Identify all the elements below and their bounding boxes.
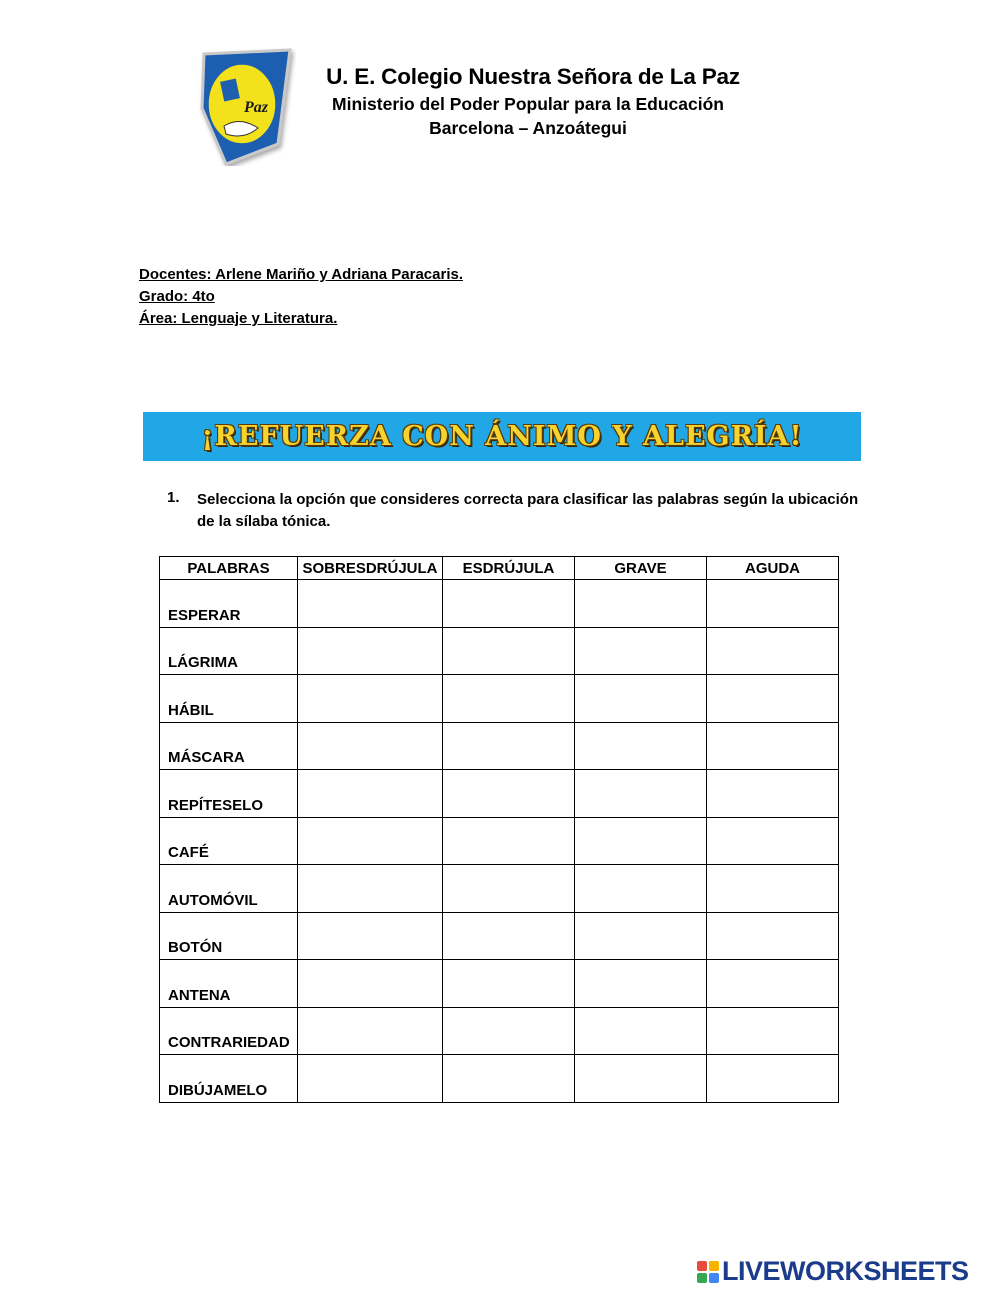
logo-square-icon: [697, 1261, 707, 1271]
word-cell: DIBÚJAMELO: [160, 1055, 298, 1103]
answer-cell-sobresdrujula[interactable]: [298, 580, 443, 628]
word-cell: MÁSCARA: [160, 722, 298, 770]
answer-cell-grave[interactable]: [575, 722, 707, 770]
answer-cell-aguda[interactable]: [707, 960, 839, 1008]
answer-cell-sobresdrujula[interactable]: [298, 912, 443, 960]
answer-cell-esdrujula[interactable]: [443, 627, 575, 675]
answer-cell-sobresdrujula[interactable]: [298, 1055, 443, 1103]
answer-cell-esdrujula[interactable]: [443, 580, 575, 628]
answer-cell-sobresdrujula[interactable]: [298, 722, 443, 770]
school-logo: [196, 48, 296, 166]
answer-cell-esdrujula[interactable]: [443, 1007, 575, 1055]
classification-table: [159, 556, 839, 1103]
table-row: [160, 817, 839, 865]
liveworksheets-logo-icon: [697, 1261, 719, 1283]
logo-text: Paz: [244, 99, 268, 116]
logo-square-icon: [697, 1273, 707, 1283]
banner-title: ¡REFUERZA CON ÁNIMO Y ALEGRÍA!: [201, 421, 803, 452]
answer-cell-sobresdrujula[interactable]: [298, 817, 443, 865]
answer-cell-grave[interactable]: [575, 580, 707, 628]
school-name: U. E. Colegio Nuestra Señora de La Paz: [326, 64, 740, 89]
answer-cell-aguda[interactable]: [707, 1007, 839, 1055]
answer-cell-esdrujula[interactable]: [443, 675, 575, 723]
table-row: [160, 960, 839, 1008]
answer-cell-sobresdrujula[interactable]: [298, 960, 443, 1008]
table-row: [160, 912, 839, 960]
table-header-row: [160, 557, 839, 580]
answer-cell-grave[interactable]: [575, 912, 707, 960]
answer-cell-esdrujula[interactable]: [443, 722, 575, 770]
answer-cell-sobresdrujula[interactable]: [298, 770, 443, 818]
answer-cell-grave[interactable]: [575, 675, 707, 723]
answer-cell-grave[interactable]: [575, 865, 707, 913]
word-cell: CONTRARIEDAD: [160, 1007, 298, 1055]
table-row: [160, 1007, 839, 1055]
answer-cell-aguda[interactable]: [707, 912, 839, 960]
answer-cell-aguda[interactable]: [707, 1055, 839, 1103]
title-banner: [143, 412, 861, 461]
word-cell: LÁGRIMA: [160, 627, 298, 675]
answer-cell-aguda[interactable]: [707, 580, 839, 628]
answer-cell-esdrujula[interactable]: [443, 770, 575, 818]
answer-cell-aguda[interactable]: [707, 675, 839, 723]
answer-cell-grave[interactable]: [575, 1007, 707, 1055]
answer-cell-grave[interactable]: [575, 627, 707, 675]
worksheet-info: [139, 264, 463, 330]
answer-cell-esdrujula[interactable]: [443, 960, 575, 1008]
header-aguda: AGUDA: [707, 557, 839, 580]
answer-cell-grave[interactable]: [575, 960, 707, 1008]
answer-cell-esdrujula[interactable]: [443, 912, 575, 960]
word-cell: HÁBIL: [160, 675, 298, 723]
logo-square-icon: [709, 1273, 719, 1283]
table-body: [160, 580, 839, 1103]
answer-cell-grave[interactable]: [575, 817, 707, 865]
school-city: Barcelona – Anzoátegui: [429, 118, 627, 138]
answer-cell-aguda[interactable]: [707, 817, 839, 865]
answer-cell-aguda[interactable]: [707, 770, 839, 818]
answer-cell-sobresdrujula[interactable]: [298, 1007, 443, 1055]
instruction-text: Selecciona la opción que consideres correcta para clasificar las palabras según la ubicación de la sílaba tónica.: [197, 491, 859, 530]
instruction: [167, 489, 867, 533]
answer-cell-aguda[interactable]: [707, 627, 839, 675]
ministry-name: Ministerio del Poder Popular para la Educación: [332, 94, 724, 114]
grade-label: Grado: 4to: [139, 288, 215, 305]
logo-square-icon: [709, 1261, 719, 1271]
table-row: [160, 675, 839, 723]
table-row: [160, 722, 839, 770]
answer-cell-grave[interactable]: [575, 1055, 707, 1103]
table-row: [160, 627, 839, 675]
liveworksheets-wordmark: LIVEWORKSHEETS: [722, 1256, 969, 1286]
header-palabras: PALABRAS: [160, 557, 298, 580]
word-cell: ESPERAR: [160, 580, 298, 628]
header-grave: GRAVE: [575, 557, 707, 580]
header-esdrujula: ESDRÚJULA: [443, 557, 575, 580]
answer-cell-aguda[interactable]: [707, 865, 839, 913]
liveworksheets-brand[interactable]: [697, 1256, 969, 1287]
answer-cell-aguda[interactable]: [707, 722, 839, 770]
header-sobresdrujula: SOBRESDRÚJULA: [298, 557, 443, 580]
word-cell: REPÍTESELO: [160, 770, 298, 818]
answer-cell-grave[interactable]: [575, 770, 707, 818]
table-row: [160, 580, 839, 628]
answer-cell-sobresdrujula[interactable]: [298, 627, 443, 675]
word-cell: BOTÓN: [160, 912, 298, 960]
answer-cell-esdrujula[interactable]: [443, 1055, 575, 1103]
word-cell: AUTOMÓVIL: [160, 865, 298, 913]
word-cell: ANTENA: [160, 960, 298, 1008]
teachers-label: Docentes: Arlene Mariño y Adriana Paracaris.: [139, 266, 464, 283]
answer-cell-esdrujula[interactable]: [443, 865, 575, 913]
table-row: [160, 865, 839, 913]
table-row: [160, 770, 839, 818]
table-row: [160, 1055, 839, 1103]
instruction-number: 1.: [167, 489, 180, 506]
answer-cell-esdrujula[interactable]: [443, 817, 575, 865]
area-label: Área: Lenguaje y Literatura.: [139, 310, 338, 327]
answer-cell-sobresdrujula[interactable]: [298, 865, 443, 913]
word-cell: CAFÉ: [160, 817, 298, 865]
answer-cell-sobresdrujula[interactable]: [298, 675, 443, 723]
